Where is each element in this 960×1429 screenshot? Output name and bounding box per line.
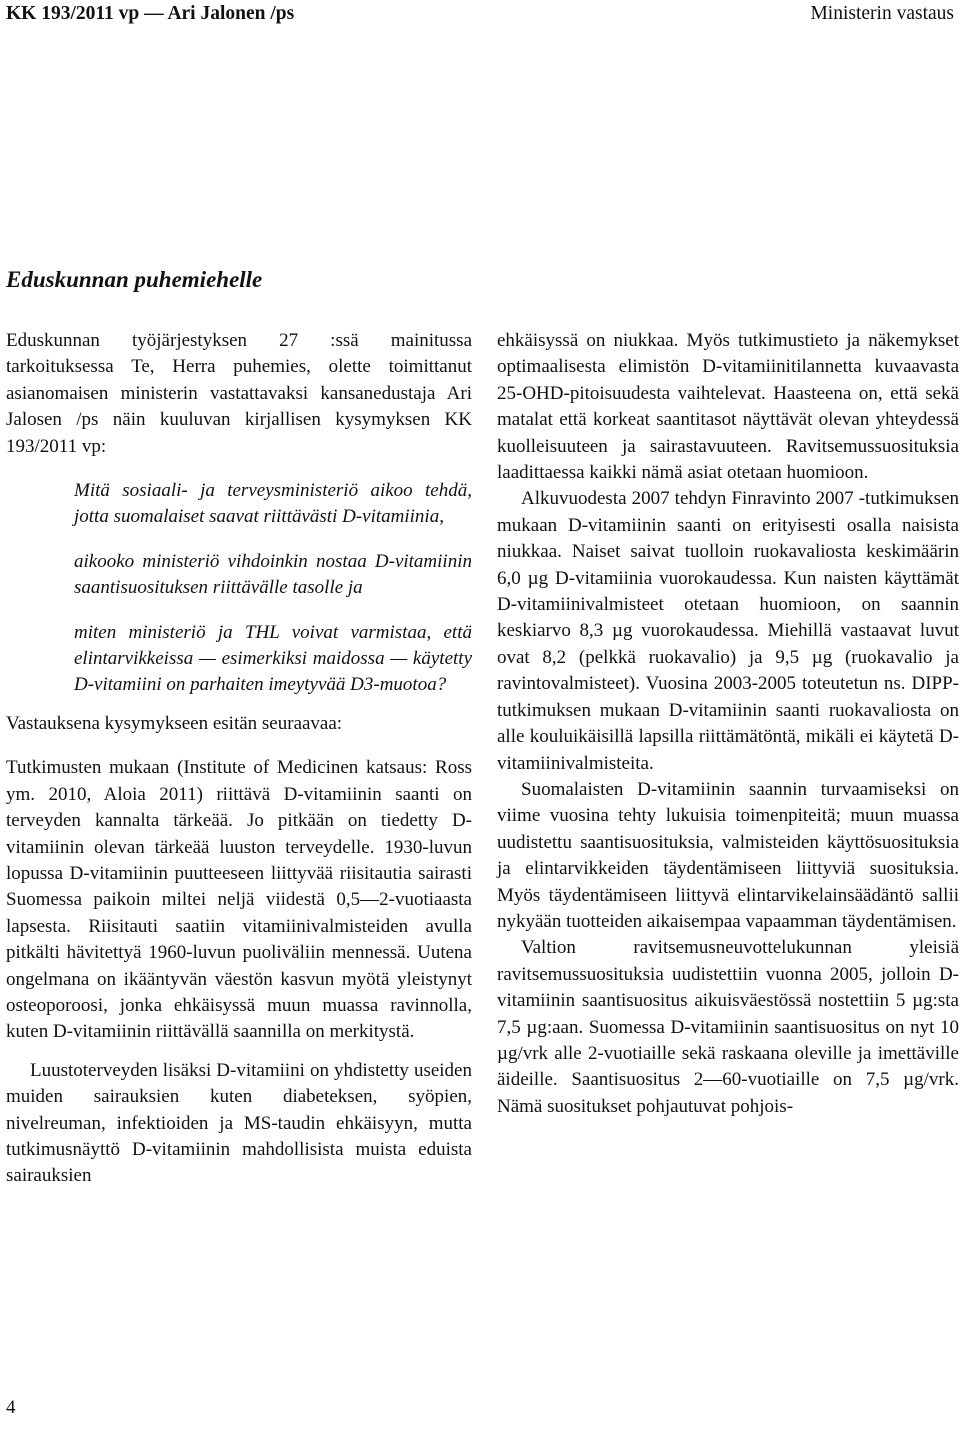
intro-paragraph: Eduskunnan työjärjestyksen 27 :ssä mainitussa tarkoituksessa Te, Herra puhemies, olette toimittanut asianomaisen ministerin vastattavaksi kansanedustaja Ari Jalosen /ps näin kuuluvan kirjallisen kysymyksen KK 193/2011 vp:: [6, 330, 472, 457]
body-paragraph: Tutkimusten mukaan (Institute of Medicinen katsaus: Ross ym. 2010, Aloia 2011) riittävä D-vitamiinin saanti on terveyden kannalta tärkeää. Jo pitkään on tiedetty D-vitamiinin olevan tärkeää luuston terveydelle. 1930-luvun lopussa D-vitamiinin puutteeseen liittyvää riisitautia sairasti Suomessa paikoin miltei neljä viidestä 0,5—2-vuotiaasta lapsesta. Riisitauti saatiin vitamiinivalmisteiden avulla pitkälti hävitettyä 1960-luvun puoliväliin mennessä. Uutena ongelmana on ikääntyvän väestön kasvun myötä yleistynyt osteoporoosi, jonka ehkäisyssä muun muassa ravinnolla, kuten D-vitamiinin riittävällä saannilla on merkitystä.: [6, 757, 472, 1043]
running-header-title: KK 193/2011 vp — Ari Jalonen /ps: [6, 3, 295, 24]
body-paragraph: ehkäisyssä on niukkaa. Myös tutkimustieto ja näkemykset optimaalisesta elimistön D-vitamiinitilannetta kuvaavasta 25-OHD-pitoisuudesta vaihtelevat. Haasteena on, että sekä matalat että korkeat saantitasot näyttävät olevan yhteydessä kuolleisuuteen ja sairastavuuteen. Ravitsemussuosituksia laadittaessa kaikki nämä asiat otetaan huomioon.: [497, 330, 959, 484]
body-paragraph: Valtion ravitsemusneuvottelukunnan yleisiä ravitsemussuosituksia uudistettiin vuonna 2005, jolloin D-vitamiinin saantisuositus aikuisväestössä nostettiin 5 µg:sta 7,5 µg:aan. Suomessa D-vitamiinin saantisuositus on nyt 10 µg/vrk alle 2-vuotiaille sekä raskaana oleville ja imettäville äideille. Saantisuositus 2—60-vuotiaille on 7,5 µg/vrk. Nämä suositukset pohjautuvat pohjois-: [497, 937, 959, 1117]
body-paragraph: Suomalaisten D-vitamiinin saannin turvaamiseksi on viime vuosina tehty lukuisia toimenpiteitä; muun muassa uudistettu saantisuosituksia, valmisteiden käyttösuosituksia ja elintarvikkeiden täydentämiseen liittyviä suosituksia. Myös täydentämiseen liittyvä elintarvikelainsäädäntö sallii nykyään tuotteiden aikaisempaa vapaamman täydentämisen.: [497, 778, 959, 932]
question-1: Mitä sosiaali- ja terveysministeriö aikoo tehdä, jotta suomalaiset saavat riittävästi D-vitamiinia,: [74, 480, 472, 528]
answer-intro: Vastauksena kysymykseen esitän seuraavaa:: [6, 712, 343, 734]
page-number: 4: [6, 1397, 16, 1418]
running-header-section: Ministerin vastaus: [810, 3, 954, 24]
question-3: miten ministeriö ja THL voivat varmistaa, että elintarvikkeissa — esimerkiksi maidossa — käytetty D-vitamiini on parhaiten imeytyvää D3-muotoa?: [74, 621, 472, 696]
body-paragraph: Alkuvuodesta 2007 tehdyn Finravinto 2007 -tutkimuksen mukaan D-vitamiinin saanti on erityisesti osalla naisista niukkaa. Naiset saivat tuolloin ruokavaliosta keskimäärin 6,0 µg D-vitamiinia vuorokaudessa. Kun naisten käyttämät D-vitamiinivalmisteet otetaan huomioon, on saannin keskiarvo 8,3 µg vuorokaudessa. Miehillä vastaavat luvut ovat 8,2 (pelkkä ruokavalio) ja 9,5 µg (ruokavalio ja ravintovalmisteet). Vuosina 2003-2005 toteutetun ns. DIPP-tutkimuksen mukaan D-vitamiinin saanti ruokavaliosta on alle kouluikäisillä lapsilla riittämätöntä, mikäli ei käytetä D-vitamiinivalmisteita.: [497, 488, 959, 774]
right-column: [497, 328, 959, 1120]
salutation-heading: Eduskunnan puhemiehelle: [6, 267, 263, 292]
question-2: aikooko ministeriö vihdoinkin nostaa D-vitamiinin saantisuosituksen riittävälle tasolle ja: [74, 550, 472, 599]
left-column: [6, 328, 472, 1190]
body-paragraph: Luustoterveyden lisäksi D-vitamiini on yhdistetty useiden muiden sairauksien kuten diabeteksen, syöpien, nivelreuman, infektioiden ja MS-taudin ehkäisyyn, mutta tutkimusnäyttö D-vitamiinin mahdollisista muista eduista sairauksien: [6, 1059, 472, 1187]
